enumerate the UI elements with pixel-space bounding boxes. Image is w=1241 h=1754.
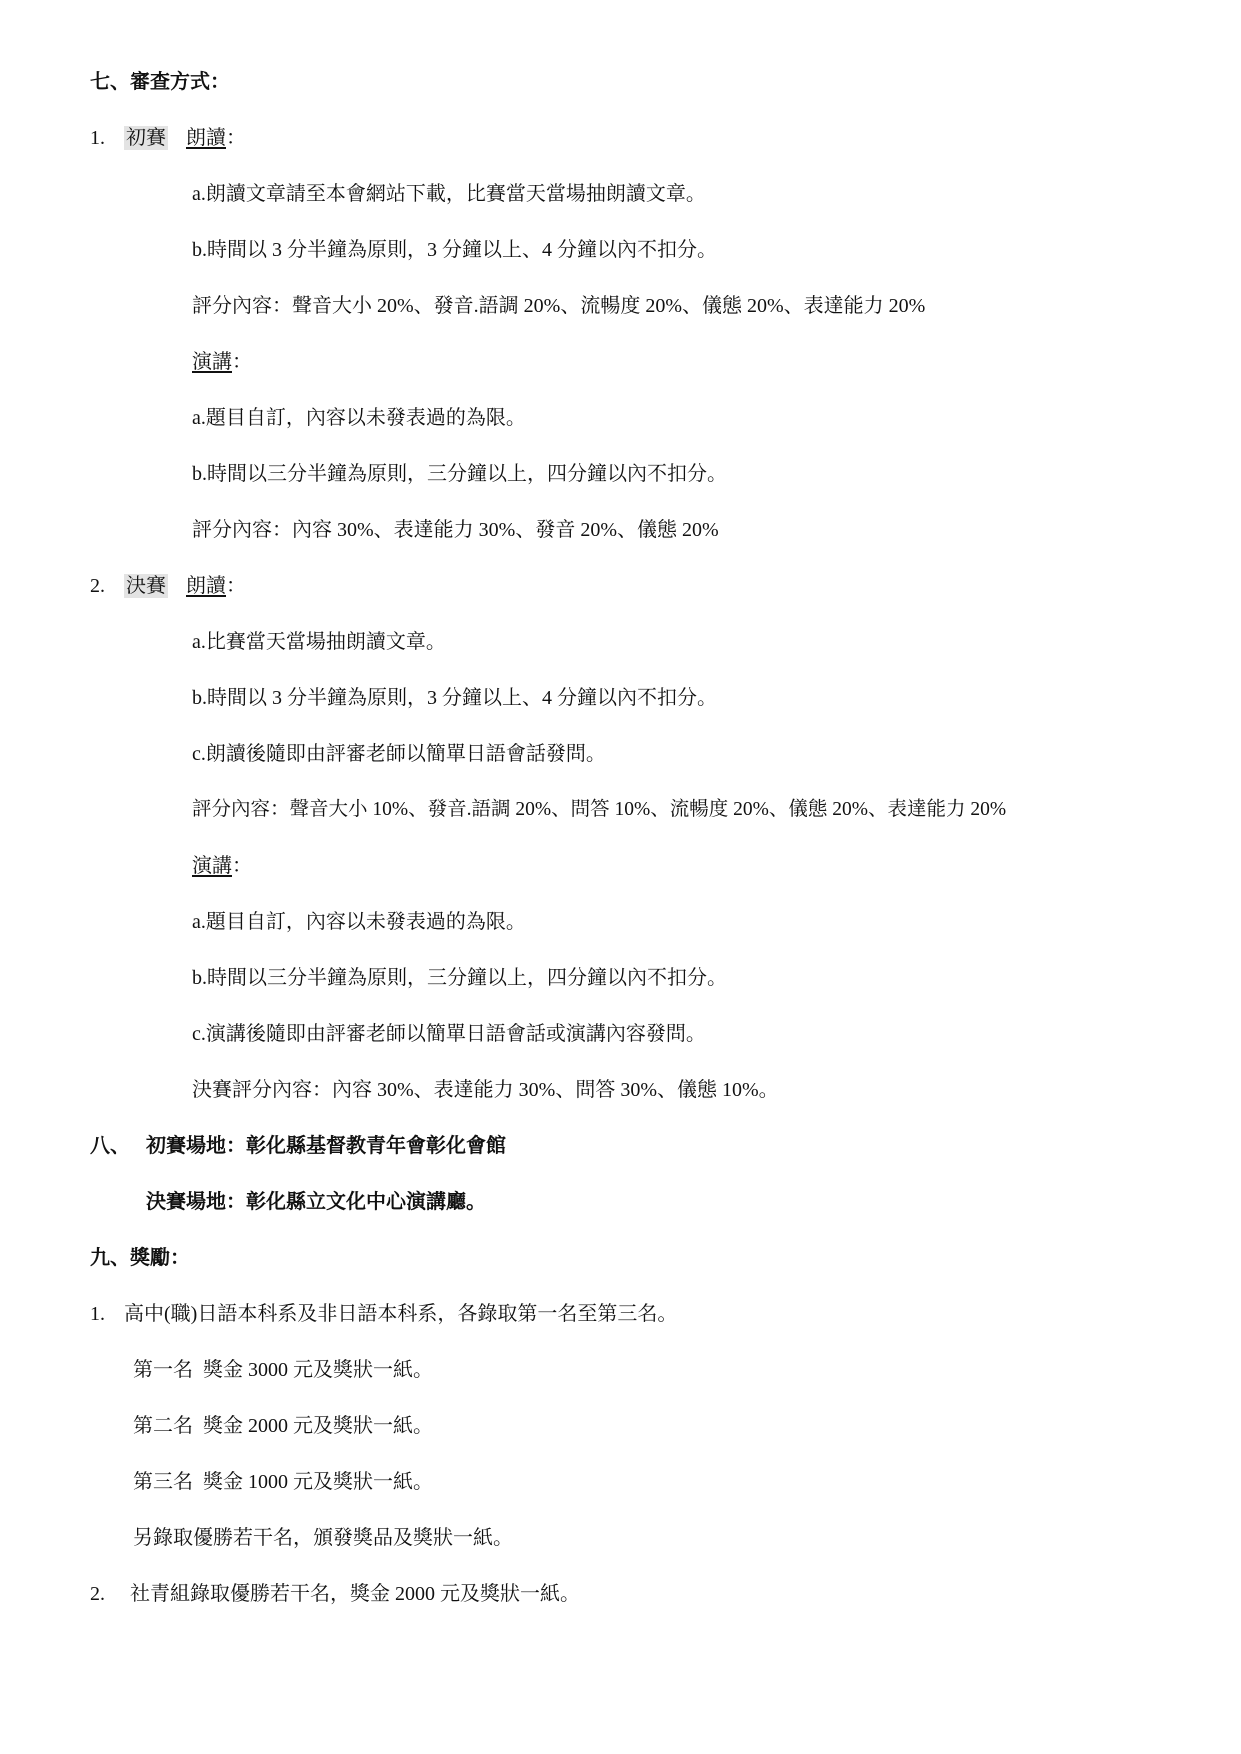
prize-third: 第三名 獎金 1000 元及獎狀一紙。 (133, 1471, 433, 1493)
award-item-1 (90, 1300, 677, 1328)
final-reading-line: b.時間以 3 分半鐘為原則，3 分鐘以上、4 分鐘以內不扣分。 (192, 687, 717, 709)
prelim-reading-line: a.朗讀文章請至本會網站下載，比賽當天當場抽朗讀文章。 (192, 183, 706, 205)
item-2-header: 2. 決賽 朗讀： (90, 572, 246, 600)
item-1-header (90, 124, 246, 152)
final-venue: 決賽場地：彰化縣立文化中心演講廳。 (146, 1191, 486, 1213)
prize-second: 第二名 獎金 2000 元及獎狀一紙。 (133, 1415, 433, 1437)
prelim-speech-header: 演講： (192, 351, 252, 373)
final-speech-scoring: 決賽評分內容：內容 30%、表達能力 30%、問答 30%、儀態 10%。 (192, 1079, 779, 1101)
preliminary-venue: 初賽場地：彰化縣基督教青年會彰化會館 (146, 1135, 506, 1157)
section-8-prefix: 八、 (90, 1135, 130, 1157)
prize-honorable: 另錄取優勝若干名，頒發獎品及獎狀一紙。 (133, 1527, 513, 1549)
item-2-number: 2. (90, 575, 105, 597)
award-item-2-number: 2. (90, 1583, 105, 1605)
final-speech-line: b.時間以三分半鐘為原則，三分鐘以上，四分鐘以內不扣分。 (192, 967, 727, 989)
final-speech-line: c.演講後隨即由評審老師以簡單日語會話或演講內容發問。 (192, 1023, 706, 1045)
speech-label: 演講 (192, 855, 232, 877)
award-item-2 (90, 1580, 580, 1608)
award-item-2-text: 社青組錄取優勝若干名，獎金 2000 元及獎狀一紙。 (130, 1583, 580, 1605)
prelim-speech-line: b.時間以三分半鐘為原則，三分鐘以上，四分鐘以內不扣分。 (192, 463, 727, 485)
prelim-speech-line: a.題目自訂，內容以未發表過的為限。 (192, 407, 526, 429)
prize-first: 第一名 獎金 3000 元及獎狀一紙。 (133, 1359, 433, 1381)
prelim-reading-line: b.時間以 3 分半鐘為原則，3 分鐘以上、4 分鐘以內不扣分。 (192, 239, 717, 261)
stage-preliminary: 初賽 (126, 127, 166, 149)
prelim-reading-scoring: 評分內容：聲音大小 20%、發音.語調 20%、流暢度 20%、儀態 20%、表達能力 20% (192, 295, 926, 317)
reading-label: 朗讀 (186, 127, 226, 149)
item-1-number: 1. (90, 127, 105, 149)
award-item-1-number: 1. (90, 1303, 105, 1325)
final-reading-scoring: 評分內容：聲音大小 10%、發音.語調 20%、問答 10%、流暢度 20%、儀態 20%、表達能力 20% (192, 799, 1007, 820)
colon: ： (226, 127, 246, 149)
speech-label: 演講 (192, 351, 232, 373)
final-speech-line: a.題目自訂，內容以未發表過的為限。 (192, 911, 526, 933)
section-9-heading: 九、獎勵： (90, 1247, 190, 1269)
final-reading-line: c.朗讀後隨即由評審老師以簡單日語會話發問。 (192, 743, 606, 765)
prelim-speech-scoring: 評分內容：內容 30%、表達能力 30%、發音 20%、儀態 20% (192, 519, 719, 541)
final-reading-line: a.比賽當天當場抽朗讀文章。 (192, 631, 446, 653)
reading-label: 朗讀 (186, 575, 226, 597)
stage-final: 決賽 (126, 575, 166, 597)
section-7-heading: 七、審查方式： (90, 71, 230, 93)
final-speech-header: 演講： (192, 855, 252, 877)
award-item-1-text: 高中(職)日語本科系及非日語本科系，各錄取第一名至第三名。 (124, 1303, 678, 1325)
